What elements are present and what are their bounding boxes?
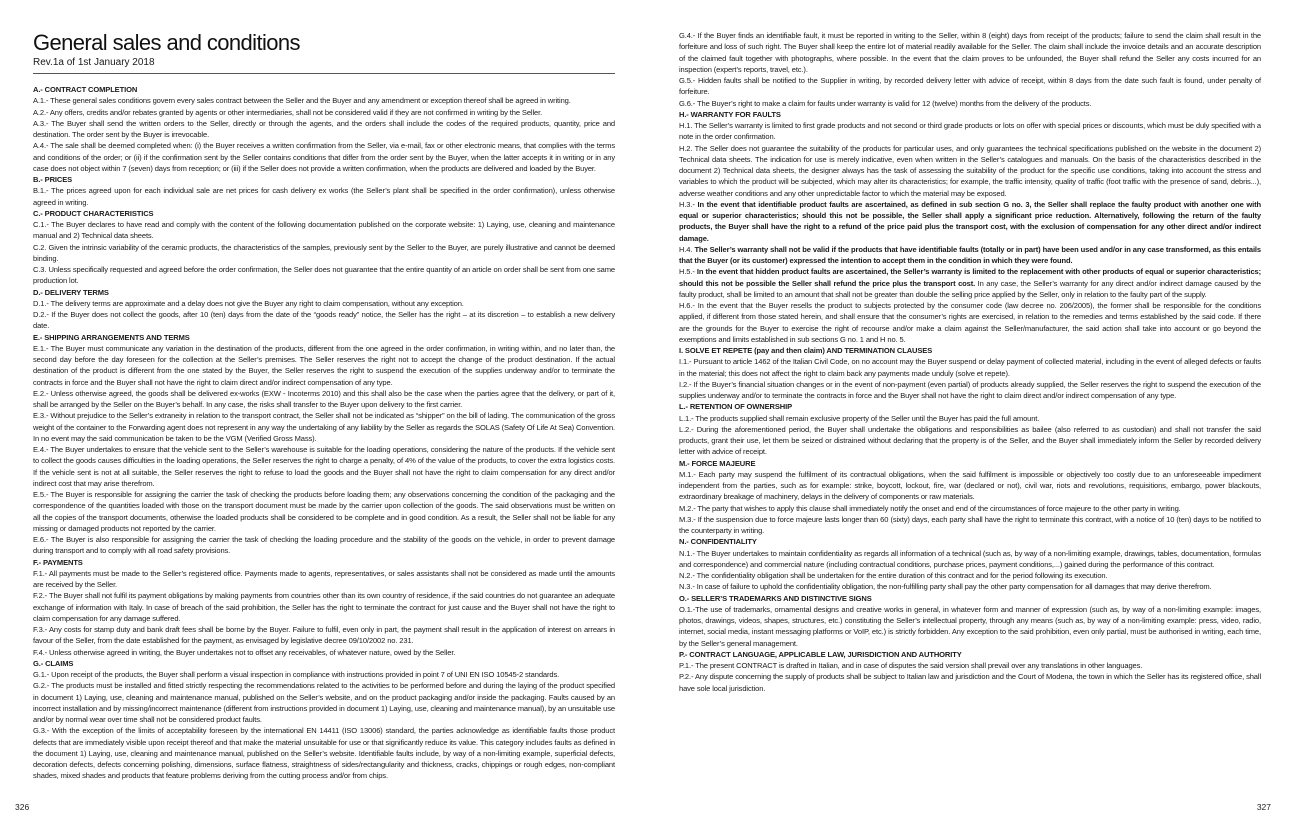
section-heading: O.- SELLER’S TRADEMARKS AND DISTINCTIVE SIGNS [679, 593, 872, 603]
revision-subtitle: Rev.1a of 1st January 2018 [33, 57, 155, 68]
clause: H.2. The Seller does not guarantee the suitability of the products for particular uses, and only guarantees the technical specifications published on the website in the document 2) Technical data sheets. The indication for use is merely indicative, even when written in the Seller’s catalogues and manuals. On the basis of the characteristics described in the document 2) Technical data sheets, the designer always has the task of assessing the suitability of the product for the specific use conditions, taking into account the stress and variables to which the product will be subjected, which may alter its characteristics; for example, the traffic intensity, quality of traffic (foot traffic with the presence of sand, debris...), adverse weather conditions and any other unpredictable factor to which the material may be exposed. [679, 143, 1261, 198]
clause: E.4.- The Buyer undertakes to ensure that the vehicle sent to the Seller’s warehouse is suitable for the loading operations, considering the nature of the products. If the vehicle sent to collect the goods causes difficulties in the loading operations, the Seller reserves the right to charge a penalty, of 4% of the value of the products, to cover the extra logistics costs. If the vehicle sent is not at all suitable, the Seller reserves the right to refuse to load the goods and the Buyer shall not have the right to claim compensation for any direct and/or indirect cost that may arise therefrom. [33, 445, 615, 488]
clause [679, 199, 1261, 244]
section-heading: F.- PAYMENTS [33, 557, 83, 567]
clause: N.1.- The Buyer undertakes to maintain confidentiality as regards all information of a technical (such as, by way of a non-limiting example, drawings, tables, documentation, formulas and correspondence) and commercial nature (including contractual conditions, purchase prices, payment conditions,...) gained during the performance of this contract. [679, 548, 1261, 569]
clause: A.2.- Any offers, credits and/or rebates granted by agents or other intermediaries, shall not be considered valid if they are not confirmed in writing by the Seller. [33, 107, 543, 117]
clause: C.2. Given the intrinsic variability of the ceramic products, the characteristics of the samples, previously sent by the Seller to the Buyer, are purely illustrative and cannot be deemed binding. [33, 242, 615, 263]
title-divider [33, 73, 615, 74]
clause: E.2.- Unless otherwise agreed, the goods shall be delivered ex-works (EXW - Incoterms 2010) and this shall also be the case when the parties agree that the delivery, or part of it, shall be arranged by the Seller on the Buyer’s behalf. In any case, the risks shall transfer to the Buyer upon delivery to the first carrier. [33, 388, 615, 409]
clause: M.1.- Each party may suspend the fulfilment of its contractual obligations, when the said fulfilment is impossible or objectively too costly due to an unforeseeable impediment independent from the parties, such as for example: strike, boycott, lockout, fire, war (declared or not), civil war, riots and revolutions, requisitions, embargo, power blackouts, extraordinary breakage of machinery, delays in the delivery of components or raw materials. [679, 469, 1261, 502]
right-page [679, 30, 1261, 694]
clause: M.2.- The party that wishes to apply this clause shall immediately notify the onset and end of the circumstances of force majeure to the other party in writing. [679, 503, 1181, 513]
clause [679, 266, 1261, 300]
clause-number: H.4. [679, 244, 695, 254]
clause: D.2.- If the Buyer does not collect the goods, after 10 (ten) days from the date of the “goods ready” notice, the Seller has the right – at its discretion – to establish a new delivery date. [33, 310, 615, 331]
clause: L.1.- The products supplied shall remain exclusive property of the Seller until the Buyer has paid the full amount. [679, 413, 1040, 423]
section-heading: I. SOLVE ET REPETE (pay and then claim) AND TERMINATION CLAUSES [679, 346, 933, 355]
clause: P.1.- The present CONTRACT is drafted in Italian, and in case of disputes the said version shall prevail over any translations in other languages. [679, 661, 1143, 670]
clause-bold-text: The Seller’s warranty shall not be valid if the products that have identifiable faults (totally or in part) have been used and/or in any case transformed, as this entails that the Buyer (or its customer) expressed the intention to accept them in the condition in which they were found. [679, 244, 1261, 265]
clause: N.2.- The confidentiality obligation shall be undertaken for the entire duration of this contract and for the period following its execution. [679, 571, 1108, 580]
clause: G.2.- The products must be installed and fitted strictly respecting the recommendations related to the activities to be performed before and during the laying of the product specified in document 1) Laying, use, cleaning and maintenance manual, published on the Seller’s website, and on the product packaging and/or inside the packaging. Faults caused by an incorrect installation and by missing/incorrect maintenance (different from instructions provided in document 1) Laying, use, cleaning and maintenance manual), by an unsuitable use and/or by normal wear over time shall not be considered product faults. [33, 681, 615, 724]
clause: O.1.-The use of trademarks, ornamental designs and creative works in general, in whatever form and manner of expression (such as, by way of a non-limiting example: images, photos, drawings, videos, shapes, structures, etc.) constituting the Seller’s intellectual property, through any means (such as, by way of a non-limiting example: press, video, radio, internet, social media, instant messaging platforms or VoIP, etc.) is strictly forbidden. Any exception to the said prohibition, even only partial, must be authorised in writing, each time, by the Seller’s general management. [679, 604, 1261, 648]
clause: F.4.- Unless otherwise agreed in writing, the Buyer undertakes not to offset any receivables, of whatever nature, owed by the Seller. [33, 647, 456, 657]
section-heading: P.- CONTRACT LANGUAGE, APPLICABLE LAW, JURISDICTION AND AUTHORITY [679, 649, 962, 659]
page-number-right: 327 [1256, 802, 1271, 812]
section-heading: C.- PRODUCT CHARACTERISTICS [33, 208, 154, 218]
clause: N.3.- In case of failure to uphold the confidentiality obligation, the non-fulfilling party shall pay the other party compensation for all damages that may derive therefrom. [679, 582, 1212, 592]
clause: F.3.- Any costs for stamp duty and bank draft fees shall be borne by the Buyer. Failure to fulfil, even only in part, the payment shall result in the application of interest on arrears in favour of the Seller, from the date established for the payment, as envisaged by legislative decree 09/10/2002 no. 231. [33, 625, 615, 646]
clause-number: H.3.- [679, 199, 698, 209]
clause: G.1.- Upon receipt of the products, the Buyer shall perform a visual inspection in compliance with instructions provided in point 7 of UNI EN ISO 10545-2 standards. [33, 670, 560, 679]
clause: G.5.- Hidden faults shall be notified to the Supplier in writing, by recorded delivery letter with advice of receipt, within 8 days from the date such fault is found, under penalty of forfeiture. [679, 76, 1261, 97]
section-heading: B.- PRICES [33, 175, 73, 184]
page-title: General sales and conditions [33, 30, 300, 55]
clause: D.1.- The delivery terms are approximate and a delay does not give the Buyer any right to claim compensation, without any exception. [33, 298, 464, 308]
clause: H.1. The Seller’s warranty is limited to first grade products and not second or third grade products or lots on offer with special prices or discounts, which must be duly specified with a note in the order confirmation. [679, 121, 1261, 142]
section-heading: M.- FORCE MAJEURE [679, 458, 756, 468]
clause-text: In any case, the Seller’s warranty for any direct and/or indirect damage caused by the faulty product, shall be limited to an amount that shall not be greater than double the selling price applied by the Seller, only in relation to the faulty part of the supply. [679, 278, 1262, 299]
clause-bold-text: In the event that hidden product faults are ascertained, the Seller’s warranty is limited to the replacement with other products of equal or superior characteristics; should this not be possible the Seller shall refund the price plus the transport cost. [679, 267, 1261, 288]
clause: M.3.- If the suspension due to force majeure lasts longer than 60 (sixty) days, each party shall have the right to terminate this contract, with a notice of 10 (ten) days to be notified to the counterparty in writing. [679, 514, 1261, 535]
clause: E.3.- Without prejudice to the Seller’s extraneity in relation to the transport contract, the Seller shall not be indicated as “shipper” on the bill of lading. The communication of the gross weight of the container to the Forwarding agent does not represent in any way the undertaking of any liability by the Seller as regards the SOLAS (Safety Of Life At Sea) Convention. In no event may the said communication be taken to be the VGM (Verified Gross Mass). [33, 411, 615, 443]
clause: B.1.- The prices agreed upon for each individual sale are net prices for cash delivery ex works (the Seller’s plant shall be specified in the order confirmation), unless otherwise agreed in writing. [33, 186, 615, 207]
clause: I.2.- If the Buyer’s financial situation changes or in the event of non-payment (even partial) of products already supplied, the Seller reserves the right to suspend the execution of the supplies underway and/or to terminate the contracts in force and the Buyer shall not have the right to claim direct and/or indirect compensation of any type. [679, 379, 1261, 400]
clause: G.3.- With the exception of the limits of acceptability foreseen by the international EN 14411 (ISO 13006) standard, the parties acknowledge as identifiable faults those product defects that are immediately visible upon receipt thereof and that make the material unsuitable for use or that significantly reduce its value. This category includes faults as defined in the document 1) Laying, use, cleaning and maintenance manual, published on the Seller’s website. Identifiable faults include, by way of a non-limiting example, superficial defects, decoration defects, defects concerning polishing, dimensions, surface flatness, straightness of sides/rectangularity and thickness, cracks, chippings or rough edges, non-compliant shades, mixed shades and products that feature problems deriving from the cutting process and/or from chips. [33, 726, 615, 781]
clause [679, 244, 1261, 267]
clause: C.1.- The Buyer declares to have read and comply with the content of the following documentation published on the corporate website: 1) Laying, use, cleaning and maintenance manual and 2) Technical data sheets. [33, 220, 615, 241]
clause: E.6.- The Buyer is also responsible for assigning the carrier the task of checking the loading procedure and the stability of the goods on the vehicle, in order to prevent damage during transport and to comply with all road safety provisions. [33, 535, 615, 556]
clause: E.1.- The Buyer must communicate any variation in the destination of the products, different from the one agreed in the order confirmation, in writing within, and no later than, the second day before the day foreseen for the collection at the Seller’s premises. The Seller reserves the right not to accept the change of the product destination. If the actual destination of the product is different from the one stated by the Buyer, the Seller reserves the right to suspend the execution of the supplies underway and/or to terminate the contracts in force and the Buyer shall not have the right to claim direct and/or indirect compensation of any type. [33, 343, 615, 387]
right-body [679, 30, 1261, 694]
clause: P.2.- Any dispute concerning the supply of products shall be subject to Italian law and jurisdiction and the Court of Modena, the town in which the Seller has its registered office, shall have sole local jurisdiction. [679, 672, 1261, 693]
section-heading: D.- DELIVERY TERMS [33, 287, 109, 297]
clause: A.4.- The sale shall be deemed completed when: (i) the Buyer receives a written confirmation from the Seller, via e-mail, fax or other electronic means, that complies with the terms and conditions of the order; or (ii) if the confirmation sent by the Seller contains conditions that differ from the order sent by the Buyer, when the latter accepts it in writing or in any case does not object within 7 (seven) days from reception; or (iii) if the Seller does not provide a written confirmation, when the products are delivered and loaded by the Buyer. [33, 141, 615, 173]
clause: A.1.- These general sales conditions govern every sales contract between the Seller and the Buyer and any amendment or exception thereof shall be agreed in writing. [33, 96, 571, 106]
clause: H.6.- In the event that the Buyer resells the product to subjects protected by the consumer code (law decree no. 206/2005), the former shall be responsible for the conditions applied, if different from those stated herein, and shall ensure that the consumer’s rights are exercised, in relation to the remedies and terms established by the said code. If there are the grounds for the Buyer to exercise the right of recourse and/or make a claim against the Seller/manufacturer, the said action shall take into account or go beyond the exemptions and limits established in sub sections G no. 1 and H no. 5. [679, 301, 1261, 344]
section-heading: H.- WARRANTY FOR FAULTS [679, 109, 781, 119]
page-number-left: 326 [15, 802, 30, 812]
section-heading: A.- CONTRACT COMPLETION [33, 85, 138, 94]
clause: L.2.- During the aforementioned period, the Buyer shall undertake the obligations and responsibilities as bailee (also referred to as custodian) and shall not transfer the said products, grant their use, let them be seized or distrained without declaring that the property is of the Seller, and the Buyer shall immediately inform the Seller by recorded delivery letter with advice of receipt. [679, 424, 1261, 457]
clause: G.6.- The Buyer’s right to make a claim for faults under warranty is valid for 12 (twelve) months from the delivery of the products. [679, 98, 1092, 108]
left-page [33, 30, 615, 782]
clause: F.2.- The Buyer shall not fulfil its payment obligations by making payments from countries other than its own country of residence, if the said countries do not guarantee an adequate exchange of information with Italy. In case of breach of the said prohibition, the Seller has the right to terminate the contract for just cause and the Buyer shall not have the right to claim compensation for any damage suffered. [33, 591, 615, 623]
clause-number: H.5.- [679, 267, 697, 277]
section-heading: L.- RETENTION OF OWNERSHIP [679, 402, 793, 412]
section-heading: N.- CONFIDENTIALITY [679, 537, 757, 547]
clause: F.1.- All payments must be made to the Seller’s registered office. Payments made to agents, representatives, or sales assistants shall not be considered as made until the amounts are received by the Seller. [33, 568, 615, 589]
left-body [33, 84, 615, 782]
clause: E.5.- The Buyer is responsible for assigning the carrier the task of checking the products before loading them; any observations concerning the condition of the packaging and the correspondence of the quantities loaded with those on the transport document must be made by the carrier upon collection of the goods. The said observations must be written on all the copies of the transport documents, otherwise the loaded products shall be considered to be complete and in good condition. As a result, the Seller shall not be liable for any missing or damaged products not reported by the carrier. [33, 490, 615, 533]
clause-bold-text: In the event that identifiable product faults are ascertained, as defined in sub section G no. 3, the Seller shall replace the faulty product with another one with equal or superior characteristics; should this not be possible, the Seller shall apply a significant price reduction. Alternatively, following the return of the faulty products, the Buyer shall have the right to a refund of the price paid plus the transport cost, with the exclusion of compensation for any other direct and/or indirect damage. [679, 199, 1261, 243]
clause: C.3. Unless specifically requested and agreed before the order confirmation, the Seller does not guarantee that the entire quantity of an article on order shall be sent from one same production lot. [33, 265, 615, 286]
clause: G.4.- If the Buyer finds an identifiable fault, it must be reported in writing to the Seller, within 8 (eight) days from receipt of the products; failure to send the claim shall result in the forfeiture and loss of such right. The Buyer shall keep the entire lot of material readily available for the Seller. The claim shall include the invoice details and an accurate description of the claimed fault together with photographs, where possible. In the event that the claim proves to be unfounded, the Buyer shall refund the Seller any costs incurred for an inspection (expert’s reports, travel, etc.). [679, 31, 1261, 74]
clause: A.3.- The Buyer shall send the written orders to the Seller, directly or through the agents, and the orders shall include the codes of the required products, quantity, price and destination. The order sent by the Buyer is irrevocable. [33, 118, 615, 139]
section-heading: E.- SHIPPING ARRANGEMENTS AND TERMS [33, 332, 190, 342]
clause: I.1.- Pursuant to article 1462 of the Italian Civil Code, on no account may the Buyer suspend or delay payment of collected material, including in the event of alleged defects or faults in the material; this does not affect the right to claim back any payments made unduly (solve et repete). [679, 357, 1261, 378]
section-heading: G.- CLAIMS [33, 658, 74, 668]
